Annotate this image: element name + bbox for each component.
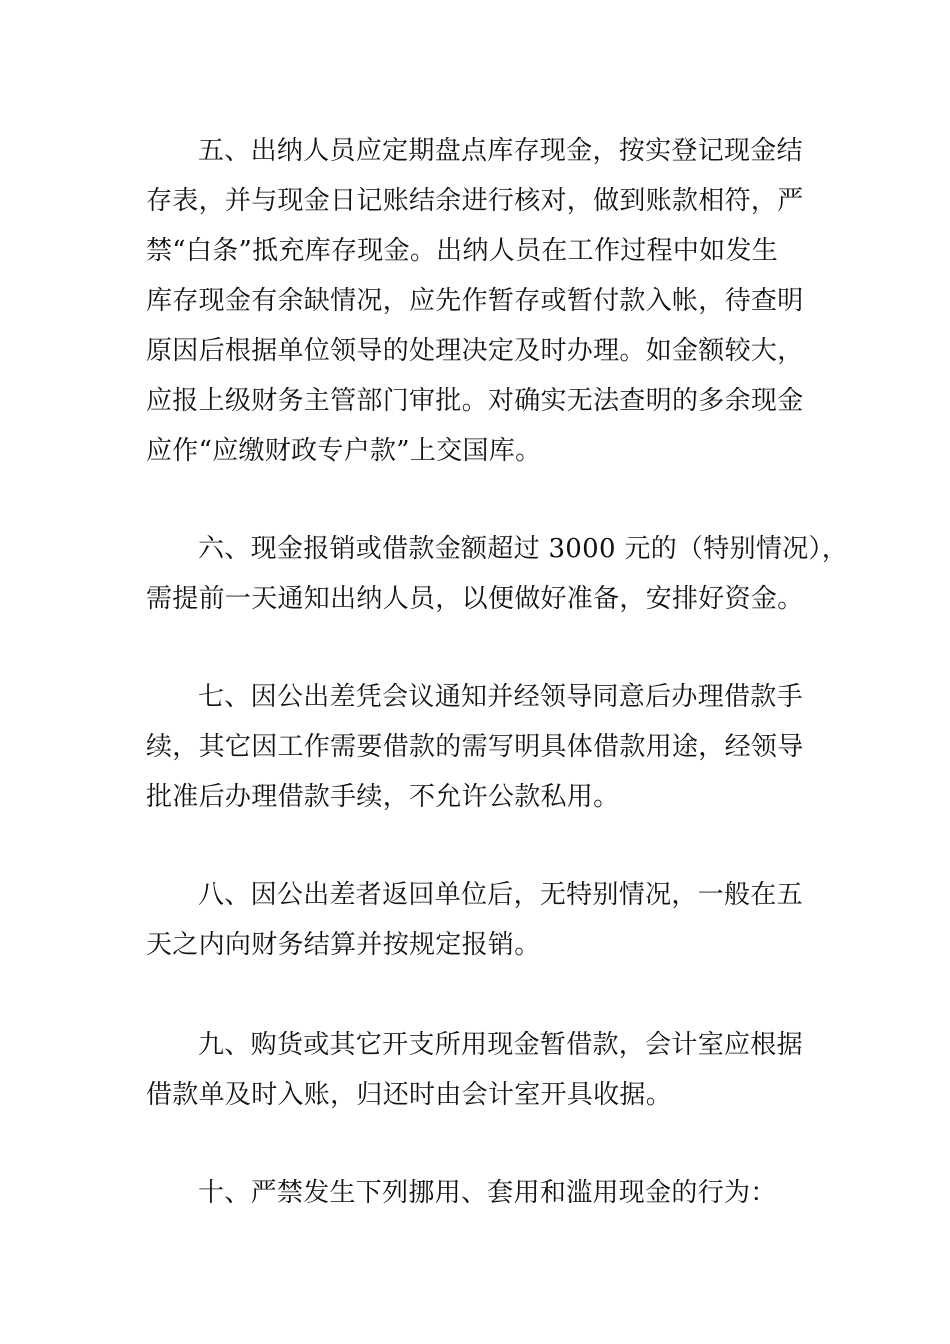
paragraph-line: 批准后办理借款手续，不允许公款私用。 <box>146 782 620 812</box>
paragraph-line: 借款单及时入账，归还时由会计室开具收据。 <box>146 1080 673 1110</box>
paragraph-10 <box>146 1168 814 1218</box>
paragraph-line: 续，其它因工作需要借款的需写明具体借款用途，经领导 <box>146 732 804 762</box>
paragraph-line: 天之内向财务结算并按规定报销。 <box>146 930 541 960</box>
paragraph-8 <box>146 870 814 970</box>
paragraph-line: 九、购货或其它开支所用现金暂借款，会计室应根据 <box>198 1030 803 1060</box>
paragraph-line: 八、因公出差者返回单位后，无特别情况，一般在五 <box>198 880 803 910</box>
paragraph-6 <box>146 524 849 624</box>
paragraph-line: 原因后根据单位领导的处理决定及时办理。如金额较大， <box>146 336 804 366</box>
paragraph-line: 禁“白条”抵充库存现金。出纳人员在工作过程中如发生 <box>146 236 779 266</box>
paragraph-line: 库存现金有余缺情况，应先作暂存或暂付款入帐，待查明 <box>146 286 804 316</box>
paragraph-line: 五、出纳人员应定期盘点库存现金，按实登记现金结 <box>198 136 803 166</box>
paragraph-line: 应作“应缴财政专户款”上交国库。 <box>146 436 542 466</box>
paragraph-line: 六、现金报销或借款金额超过 3000 元的（特别情况）， <box>198 534 849 564</box>
paragraph-line: 应报上级财务主管部门审批。对确实无法查明的多余现金 <box>146 386 804 416</box>
paragraph-5 <box>146 126 814 476</box>
paragraph-line: 七、因公出差凭会议通知并经领导同意后办理借款手 <box>198 682 803 712</box>
paragraph-line: 存表，并与现金日记账结余进行核对，做到账款相符，严 <box>146 186 804 216</box>
paragraph-7 <box>146 672 814 822</box>
paragraph-line: 十、严禁发生下列挪用、套用和滥用现金的行为： <box>198 1178 777 1208</box>
paragraph-line: 需提前一天通知出纳人员，以便做好准备，安排好资金。 <box>146 584 804 614</box>
paragraph-9 <box>146 1020 814 1120</box>
